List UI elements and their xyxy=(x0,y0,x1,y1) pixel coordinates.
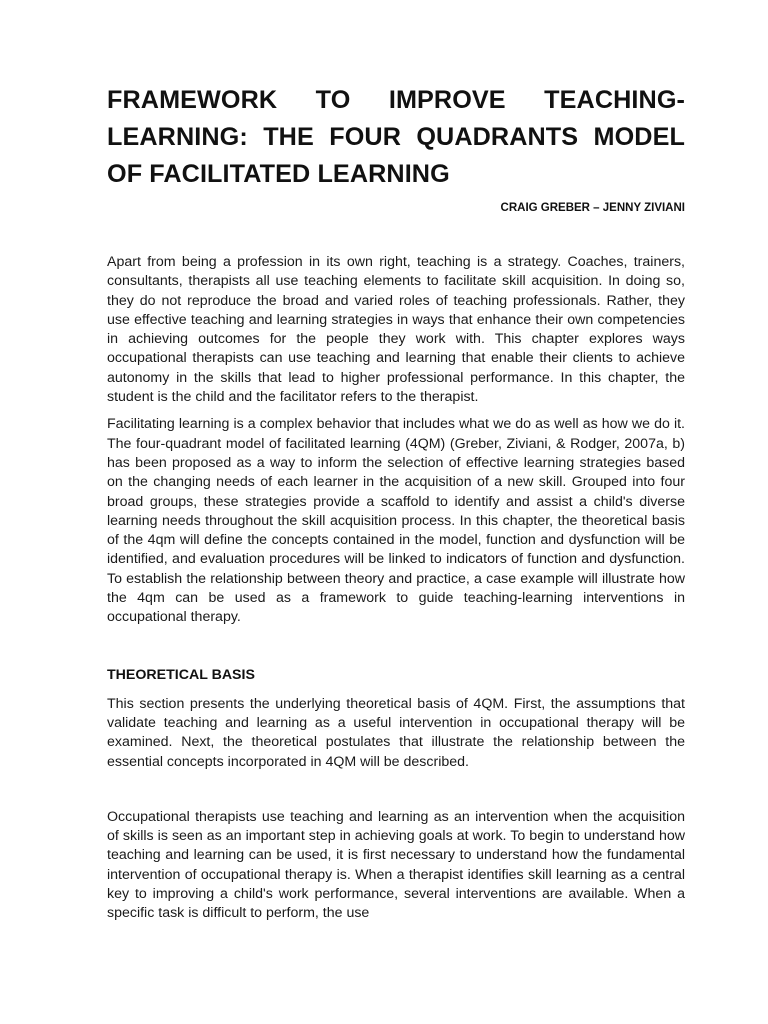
section-paragraph-1: This section presents the underlying theoretical basis of 4QM. First, the assumptions that validate teaching and learning as a useful intervention in occupational therapy will be examined. Next, the theoretical postulates that illustrate the relationship between the essential concepts incorporated in 4QM will be described. xyxy=(107,695,685,770)
intro-paragraph-2: Facilitating learning is a complex behavior that includes what we do as well as how we do it. The four-quadrant model of facilitated learning (4QM) (Greber, Ziviani, & Rodger, 2007a, b) has been proposed as a way to inform the selection of effective learning strategies based on the changing needs of each learner in the acquisition of a new skill. Grouped into four broad groups, these strategies provide a scaffold to identify and assist a child's diverse learning needs throughout the skill acquisition process. In this chapter, the theoretical basis of the 4qm will define the concepts contained in the model, function and dysfunction will be identified, and evaluation procedures will be linked to indicators of function and dysfunction. To establish the relationship between theory and practice, a case example will illustrate how the 4qm can be used as a framework to guide teaching-learning interventions in occupational therapy. xyxy=(107,416,685,626)
intro-paragraph-1: Apart from being a profession in its own right, teaching is a strategy. Coaches, trainers, consultants, therapists all use teaching elements to facilitate skill acquisition. In doing so, they do not reproduce the broad and varied roles of teaching professionals. Rather, they use effective teaching and learning strategies in ways that enhance their own competencies in achieving outcomes for the people they work with. This chapter explores ways occupational therapists can use teaching and learning that enable their clients to achieve autonomy in the skills that lead to higher professional performance. In this chapter, the student is the child and the facilitator refers to the therapist. xyxy=(107,254,685,406)
section-paragraph-2: Occupational therapists use teaching and learning as an intervention when the acquisition of skills is seen as an important step in achieving goals at work. To begin to understand how teaching and learning can be used, it is first necessary to understand how the fundamental intervention of occupational therapy is. When a therapist identifies skill learning as a central key to improving a child's work performance, several interventions are available. When a specific task is difficult to perform, the use xyxy=(107,808,685,922)
document-title: FRAMEWORK TO IMPROVE TEACHING-LEARNING: THE FOUR QUADRANTS MODEL OF FACILITATED LEARNING xyxy=(107,86,685,188)
document-content xyxy=(107,82,685,924)
section-heading: THEORETICAL BASIS xyxy=(107,666,255,683)
document-authors: CRAIG GREBER – JENNY ZIVIANI xyxy=(500,202,685,214)
